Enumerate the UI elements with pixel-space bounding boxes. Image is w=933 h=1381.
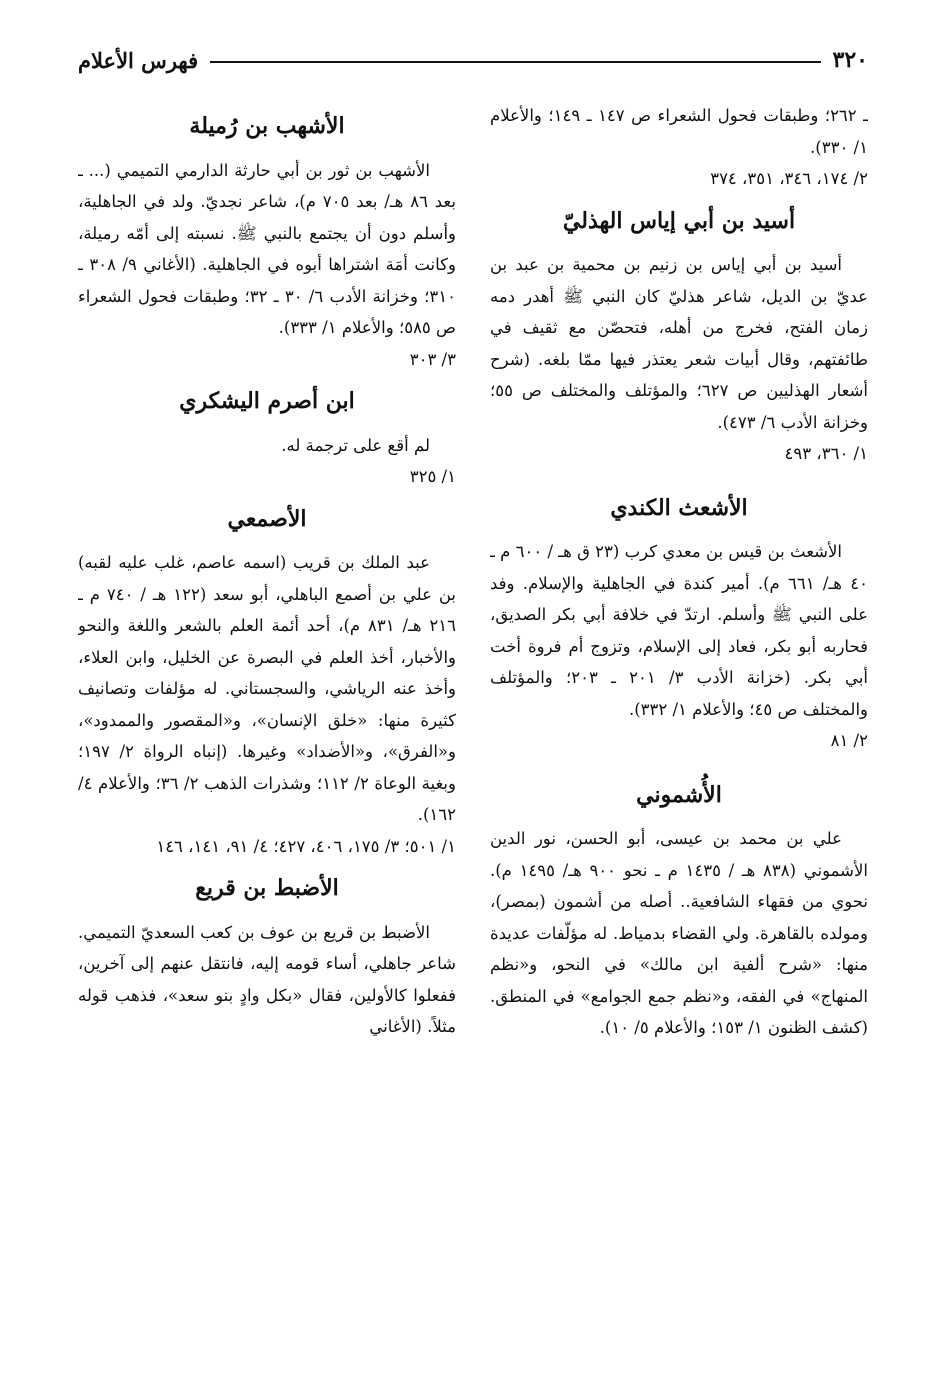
page-header xyxy=(78,40,868,80)
entry-ref: ١/ ٣٢٥ xyxy=(409,467,456,487)
entry-ref: ١/ ٥٠١؛ ٣/ ١٧٥، ٤٠٦، ٤٢٧؛ ٤/ ٩١، ١٤١، ١٤٦ xyxy=(156,836,456,856)
entry-title: الأضبط بن قريع xyxy=(195,875,339,902)
entry xyxy=(78,505,456,863)
running-title: فهرس الأعلام xyxy=(78,47,199,73)
entry-title: الأصمعي xyxy=(227,505,307,532)
header-rule xyxy=(210,61,820,63)
entry-title: ابن أصرم اليشكري xyxy=(179,388,355,415)
entry-body: الأشعث بن قيس بن معدي كرب (٢٣ ق هـ / ٦٠٠ م ـ ٤٠ هـ/ ٦٦١ م). أمير كندة في الجاهلية والإسلام. وفد على النبي ﷺ وأسلم. ارتدّ في خلافة أبي بكر الصديق، فحاربه أبو بكر، فعاد إلى الإسلام، وتزوج أم فروة أخت أبي بكر. (خزانة الأدب ٣/ ٢٠١ ـ ٢٠٣؛ والمؤتلف والمختلف ص ٤٥؛ والأعلام ١/ ٣٣٢). xyxy=(490,542,868,719)
entry-title: أسيد بن أبي إياس الهذليّ xyxy=(562,207,796,234)
right-column xyxy=(490,100,868,1370)
page-number: ٣٢٠ xyxy=(832,47,868,73)
entry-body: لم أقع على ترجمة له. xyxy=(281,435,430,455)
entry-title: الأشعث الكندي xyxy=(610,494,748,521)
continuation-text: ـ ٢٦٢؛ وطبقات فحول الشعراء ص ١٤٧ ـ ١٤٩؛ والأعلام ١/ ٣٣٠). xyxy=(490,106,868,157)
entry-title: الأشهب بن رُميلة xyxy=(189,113,345,139)
entry xyxy=(78,387,456,493)
left-column xyxy=(78,100,456,1370)
entry-body: الأشهب بن ثور بن أبي حارثة الدارمي التميمي (... ـ بعد ٨٦ هـ/ بعد ٧٠٥ م)، شاعر نجديّ. ولد في الجاهلية، وأسلم دون أن يجتمع بالنبي ﷺ. نسبته إلى أمّه رميلة، وكانت أمَة اشتراها أبوه في الجاهلية. (الأغاني ٩/ ٣٠٨ ـ ٣١٠؛ وخزانة الأدب ٦/ ٣٠ ـ ٣٢؛ وطبقات فحول الشعراء ص ٥٨٥؛ والأعلام ١/ ٣٣٣). xyxy=(78,160,456,338)
entry-body: الأضبط بن قريع بن عوف بن كعب السعديّ التميمي. شاعر جاهلي، أساء قومه إليه، فانتقل عنهم إلى آخرين، ففعلوا كالأولين، فقال «بكل وادٍ بنو سعد»، فذهب قوله مثلاً. (الأغاني xyxy=(78,922,456,1037)
entry xyxy=(78,874,456,1043)
entry-body: علي بن محمد بن عيسى، أبو الحسن، نور الدين الأشموني (٨٣٨ هـ / ١٤٣٥ م ـ نحو ٩٠٠ هـ/ ١٤٩٥ م). نحوي من فقهاء الشافعية.. أصله من أشمون (بمصر)، ومولده بالقاهرة. ولي القضاء بدمياط. له مؤلّفات عديدة منها: «شرح ألفية ابن مالك» في النحو، و«نظم المنهاج» في الفقه، و«نظم جمع الجوامع» في المنطق. (كشف الظنون ١/ ١٥٣؛ والأعلام ٥/ ١٠). xyxy=(490,829,868,1038)
entry-ref: ٢/ ٨١ xyxy=(830,731,868,751)
entry xyxy=(490,207,868,470)
entry-ref: ٣/ ٣٠٣ xyxy=(409,349,456,369)
entry-body: عبد الملك بن قريب (اسمه عاصم، غلب عليه لقبه) بن علي بن أصمع الباهلي، أبو سعد (١٢٢ هـ / ٧٤٠ م ـ ٢١٦ هـ/ ٨٣١ م)، أحد أئمة العلم بالشعر واللغة والنحو والأخبار، أخذ العلم في البصرة عن الخليل، وابن العلاء، وأخذ عنه الرياشي، والسجستاني. له مؤلفات وتصانيف كثيرة منها: «خلق الإنسان»، و«المقصور والممدود»، و«الفرق»، و«الأضداد» وغيرها. (إنباه الرواة ٢/ ١٩٧؛ وبغية الوعاة ٢/ ١١٢؛ وشذرات الذهب ٢/ ٣٦؛ والأعلام ٤/ ١٦٢). xyxy=(78,553,456,825)
continuation-ref: ٢/ ١٧٤، ٣٤٦، ٣٥١، ٣٧٤ xyxy=(710,169,868,188)
entry-body: أسيد بن أبي إياس بن زنيم بن محمية بن عبد بن عديّ بن الديل، شاعر هذليّ كان النبي ﷺ أهدر دمه زمان الفتح، فخرج من أهله، فتحصّن مع ثقيف في طائفتهم، وقال أبيات شعر يعتذر فيها ممّا بلغه. (شرح أشعار الهذليين ص ٦٢٧؛ والمؤتلف والمختلف ص ٥٥؛ وخزانة الأدب ٦/ ٤٧٣). xyxy=(490,255,868,432)
entry-ref: ١/ ٣٦٠، ٤٩٣ xyxy=(784,444,868,464)
entry xyxy=(78,112,456,375)
entry xyxy=(490,781,868,1044)
entry xyxy=(490,494,868,757)
entry-title: الأُشموني xyxy=(636,781,722,808)
